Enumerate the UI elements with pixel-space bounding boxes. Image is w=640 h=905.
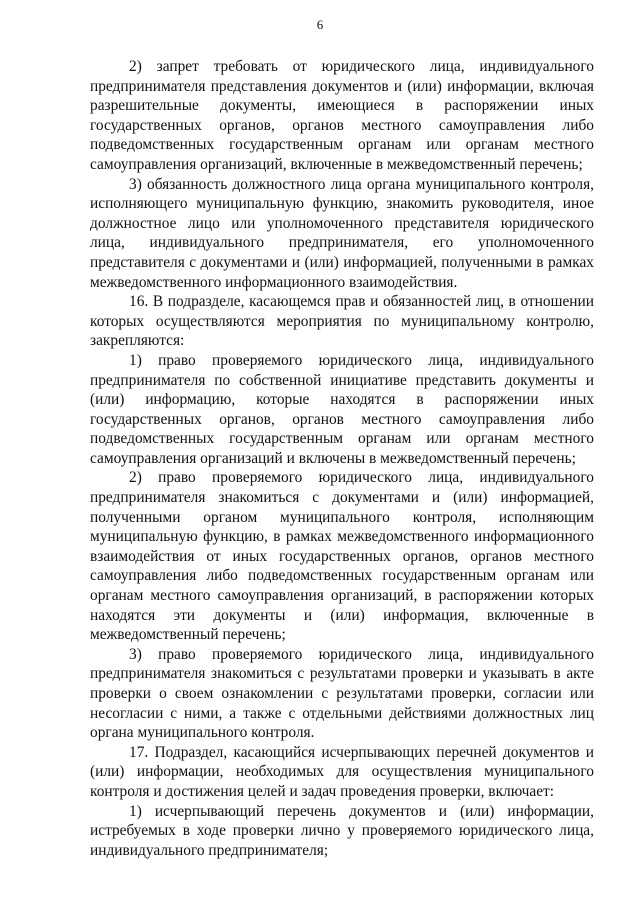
paragraph-16-item-3: 3) право проверяемого юридического лица, индивидуального предпринимателя знакомиться с результатами проверки и указывать в акте проверки о своем ознакомлении с результатами проверки, согласии или несогласии с ними, а также с отдельными действиями должностных лиц органа муниципального контроля. — [90, 645, 594, 742]
paragraph-16-item-2: 2) право проверяемого юридического лица, индивидуального предпринимателя знакомиться с документами и (или) информацией, полученными органом муниципального контроля, исполняющим муниципальную функцию, в рамках межведомственного информационного взаимодействия от иных государственных органов, органов местного самоуправления либо подведомственных государственным органам или органам местного самоуправления организаций, в распоряжении которых находятся эти документы и (или) информация, включенные в межведомственный перечень; — [90, 469, 594, 644]
paragraph-16-intro: 16. В подразделе, касающемся прав и обязанностей лиц, в отношении которых осуществляются мероприятия по муниципальному контролю, закрепляются: — [90, 293, 594, 350]
paragraph-17-intro: 17. Подраздел, касающийся исчерпывающих перечней документов и (или) информации, необходимых для осуществления муниципального контроля и достижения целей и задач проведения проверки, включает: — [90, 743, 594, 800]
paragraph-15-item-3: 3) обязанность должностного лица органа муниципального контроля, исполняющего муниципальную функцию, знакомить руководителя, иное должностное лицо или уполномоченного представителя юридического лица, индивидуального предпринимателя, его уполномоченного представителя с документами и (или) информацией, полученными в рамках межведомственного информационного взаимодействия. — [90, 175, 594, 291]
paragraph-17-item-1: 1) исчерпывающий перечень документов и (или) информации, истребуемых в ходе проверки лично у проверяемого юридического лица, индивидуального предпринимателя; — [90, 802, 594, 859]
paragraph-16-item-1: 1) право проверяемого юридического лица, индивидуального предпринимателя по собственной инициативе представить документы и (или) информацию, которые находятся в распоряжении иных государственных органов, органов местного самоуправления либо подведомственных государственным органам или органам местного самоуправления организаций и включены в межведомственный перечень; — [90, 351, 594, 467]
paragraph-15-item-2: 2) запрет требовать от юридического лица, индивидуального предпринимателя представления документов и (или) информации, включая разрешительные документы, имеющиеся в распоряжении иных государственных органов, органов местного самоуправления либо подведомственных государственным органам или органам местного самоуправления организаций, включенные в межведомственный перечень; — [90, 58, 594, 173]
page-number: 6 — [316, 17, 324, 32]
document-body — [90, 57, 594, 860]
